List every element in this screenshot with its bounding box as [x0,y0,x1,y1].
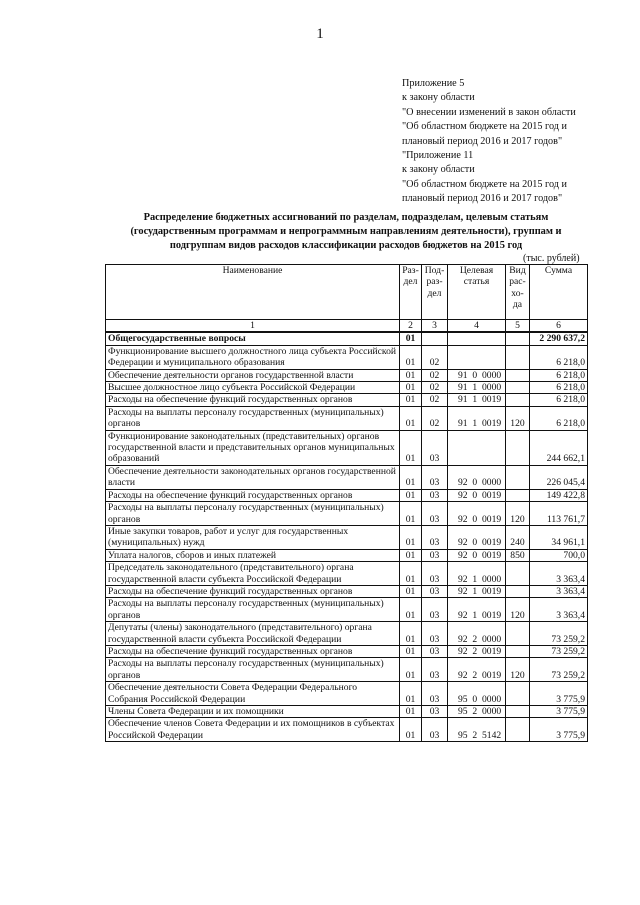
appendix-line: плановый период 2016 и 2017 годов" [402,193,563,205]
header-target: Целевая статья [448,265,506,320]
cell-name: Расходы на выплаты персоналу государственных (муниципальных) органов [106,658,400,682]
cell-name: Председатель законодательного (представительного) органа государственной власти субъекта Российской Федерации [106,562,400,586]
cell-target: 92 1 0000 [448,562,506,586]
cell-sum: 3 363,4 [530,585,588,597]
cell-vid [506,706,530,718]
cell-name: Функционирование законодательных (представительных) органов государственной власти и представительных органов муниципальных образований [106,430,400,465]
cell-podrazdel: 02 [422,369,448,381]
column-number: 6 [530,320,588,333]
header-razdel: Раз- дел [400,265,422,320]
cell-name: Высшее должностное лицо субъекта Российской Федерации [106,382,400,394]
cell-razdel: 01 [400,706,422,718]
cell-name: Расходы на выплаты персоналу государственных (муниципальных) органов [106,598,400,622]
cell-razdel: 01 [400,645,422,657]
page-number: 1 [316,26,324,42]
cell-target: 92 1 0019 [448,598,506,622]
cell-name: Общегосударственные вопросы [106,332,400,345]
cell-name: Функционирование высшего должностного лица субъекта Российской Федерации и муниципального образования [106,345,400,369]
cell-vid [506,369,530,381]
table-row [106,489,588,501]
cell-target [448,430,506,465]
appendix-line: "О внесении изменений в закон области [402,106,576,118]
cell-target: 91 0 0000 [448,369,506,381]
appendix-line: "Об областном бюджете на 2015 год и [402,121,567,133]
cell-sum: 34 961,1 [530,525,588,549]
cell-sum: 6 218,0 [530,345,588,369]
cell-razdel: 01 [400,332,422,345]
cell-vid: 120 [506,658,530,682]
cell-podrazdel: 03 [422,562,448,586]
cell-vid [506,345,530,369]
cell-vid: 120 [506,406,530,430]
cell-vid: 240 [506,525,530,549]
cell-sum: 3 775,9 [530,682,588,706]
cell-sum: 73 259,2 [530,622,588,646]
cell-podrazdel: 02 [422,345,448,369]
cell-target: 91 1 0000 [448,382,506,394]
cell-target: 95 2 5142 [448,718,506,742]
cell-name: Уплата налогов, сборов и иных платежей [106,549,400,561]
cell-sum: 3 775,9 [530,718,588,742]
table-row [106,332,588,345]
cell-name: Расходы на обеспечение функций государственных органов [106,394,400,406]
appendix-line: "Об областном бюджете на 2015 год и [402,178,567,190]
cell-vid: 120 [506,502,530,526]
cell-sum: 149 422,8 [530,489,588,501]
cell-target: 92 2 0019 [448,645,506,657]
cell-podrazdel [422,332,448,345]
cell-target [448,332,506,345]
cell-target: 92 0 0019 [448,489,506,501]
cell-podrazdel: 03 [422,658,448,682]
table-row [106,406,588,430]
appendix-line: "Приложение 11 [402,150,474,162]
cell-podrazdel: 02 [422,394,448,406]
table-row [106,598,588,622]
appendix-line: к закону области [402,92,475,104]
cell-razdel: 01 [400,598,422,622]
cell-razdel: 01 [400,585,422,597]
table-row [106,382,588,394]
cell-target: 92 0 0019 [448,549,506,561]
header-name: Наименование [106,265,400,320]
cell-name: Расходы на обеспечение функций государственных органов [106,645,400,657]
table-row [106,345,588,369]
cell-razdel: 01 [400,622,422,646]
table-row [106,645,588,657]
header-podrazdel: Под- раз- дел [422,265,448,320]
appendix-line: Приложение 5 [402,78,465,89]
cell-sum: 6 218,0 [530,382,588,394]
cell-name: Обеспечение деятельности Совета Федерации Федерального Собрания Российской Федерации [106,682,400,706]
table-row [106,465,588,489]
cell-vid [506,382,530,394]
cell-name: Иные закупки товаров, работ и услуг для государственных (муниципальных) нужд [106,525,400,549]
budget-table [105,264,588,742]
table-row [106,718,588,742]
cell-podrazdel: 02 [422,382,448,394]
cell-sum: 73 259,2 [530,658,588,682]
cell-name: Расходы на выплаты персоналу государственных (муниципальных) органов [106,502,400,526]
cell-name: Обеспечение деятельности органов государственной власти [106,369,400,381]
column-number: 4 [448,320,506,333]
cell-sum: 113 761,7 [530,502,588,526]
table-row [106,394,588,406]
cell-target: 91 1 0019 [448,394,506,406]
title-line: подгруппам видов расходов классификации расходов бюджетов на 2015 год [169,240,523,251]
cell-vid [506,489,530,501]
cell-sum: 3 363,4 [530,562,588,586]
cell-vid [506,430,530,465]
table-row [106,430,588,465]
cell-name: Обеспечение деятельности законодательных органов государственной власти [106,465,400,489]
cell-sum: 3 363,4 [530,598,588,622]
header-vid: Вид рас- хо- да [506,265,530,320]
cell-sum: 700,0 [530,549,588,561]
header-sum: Сумма [530,265,588,320]
cell-vid [506,622,530,646]
table-row [106,682,588,706]
cell-razdel: 01 [400,658,422,682]
cell-target: 95 2 0000 [448,706,506,718]
title-line: Распределение бюджетных ассигнований по разделам, подразделам, целевым статьям [143,212,549,223]
cell-podrazdel: 03 [422,645,448,657]
cell-podrazdel: 03 [422,682,448,706]
cell-target: 92 2 0000 [448,622,506,646]
appendix-line: плановый период 2016 и 2017 годов" [402,135,563,147]
cell-podrazdel: 03 [422,598,448,622]
units-label: (тыс. рублей) [523,253,580,264]
cell-target: 92 1 0019 [448,585,506,597]
cell-razdel: 01 [400,718,422,742]
column-numbers-row [106,320,588,333]
cell-razdel: 01 [400,682,422,706]
cell-sum: 6 218,0 [530,369,588,381]
column-number: 5 [506,320,530,333]
cell-vid: 120 [506,598,530,622]
cell-sum: 2 290 637,2 [530,332,588,345]
cell-podrazdel: 03 [422,465,448,489]
cell-razdel: 01 [400,430,422,465]
cell-podrazdel: 03 [422,706,448,718]
cell-sum: 226 045,4 [530,465,588,489]
table-row [106,502,588,526]
cell-sum: 73 259,2 [530,645,588,657]
cell-name: Обеспечение членов Совета Федерации и их помощников в субъектах Российской Федерации [106,718,400,742]
cell-podrazdel: 03 [422,622,448,646]
cell-name: Члены Совета Федерации и их помощники [106,706,400,718]
cell-vid: 850 [506,549,530,561]
cell-razdel: 01 [400,369,422,381]
cell-razdel: 01 [400,525,422,549]
cell-vid [506,394,530,406]
title-line: (государственным программам и непрограммным направлениям деятельности), группам и [130,226,562,237]
cell-target: 92 0 0019 [448,502,506,526]
table-row [106,525,588,549]
cell-target: 92 0 0019 [448,525,506,549]
cell-razdel: 01 [400,562,422,586]
table-row [106,562,588,586]
cell-vid [506,465,530,489]
table-row [106,658,588,682]
cell-sum: 244 662,1 [530,430,588,465]
cell-target: 92 2 0019 [448,658,506,682]
cell-razdel: 01 [400,406,422,430]
cell-podrazdel: 03 [422,489,448,501]
cell-vid [506,645,530,657]
cell-podrazdel: 03 [422,502,448,526]
table-row [106,585,588,597]
table-row [106,369,588,381]
cell-vid [506,562,530,586]
cell-name: Расходы на выплаты персоналу государственных (муниципальных) органов [106,406,400,430]
table-body [106,332,588,741]
cell-sum: 6 218,0 [530,406,588,430]
cell-target [448,345,506,369]
table-row [106,622,588,646]
cell-target: 92 0 0000 [448,465,506,489]
appendix-line: к закону области [402,164,475,176]
cell-vid [506,682,530,706]
table-row [106,549,588,561]
cell-razdel: 01 [400,549,422,561]
cell-podrazdel: 03 [422,525,448,549]
column-number: 1 [106,320,400,333]
cell-razdel: 01 [400,465,422,489]
cell-sum: 3 775,9 [530,706,588,718]
cell-sum: 6 218,0 [530,394,588,406]
cell-podrazdel: 03 [422,430,448,465]
cell-podrazdel: 03 [422,549,448,561]
cell-vid [506,585,530,597]
cell-razdel: 01 [400,394,422,406]
table-row [106,706,588,718]
cell-razdel: 01 [400,489,422,501]
cell-razdel: 01 [400,345,422,369]
appendix-block [402,77,632,207]
column-number: 3 [422,320,448,333]
cell-vid [506,332,530,345]
cell-name: Депутаты (члены) законодательного (представительного) органа государственной власти субъекта Российской Федерации [106,622,400,646]
cell-vid [506,718,530,742]
cell-podrazdel: 03 [422,718,448,742]
cell-razdel: 01 [400,502,422,526]
cell-name: Расходы на обеспечение функций государственных органов [106,585,400,597]
cell-razdel: 01 [400,382,422,394]
cell-podrazdel: 02 [422,406,448,430]
cell-target: 91 1 0019 [448,406,506,430]
document-title [96,211,596,253]
cell-target: 95 0 0000 [448,682,506,706]
cell-podrazdel: 03 [422,585,448,597]
cell-name: Расходы на обеспечение функций государственных органов [106,489,400,501]
column-number: 2 [400,320,422,333]
